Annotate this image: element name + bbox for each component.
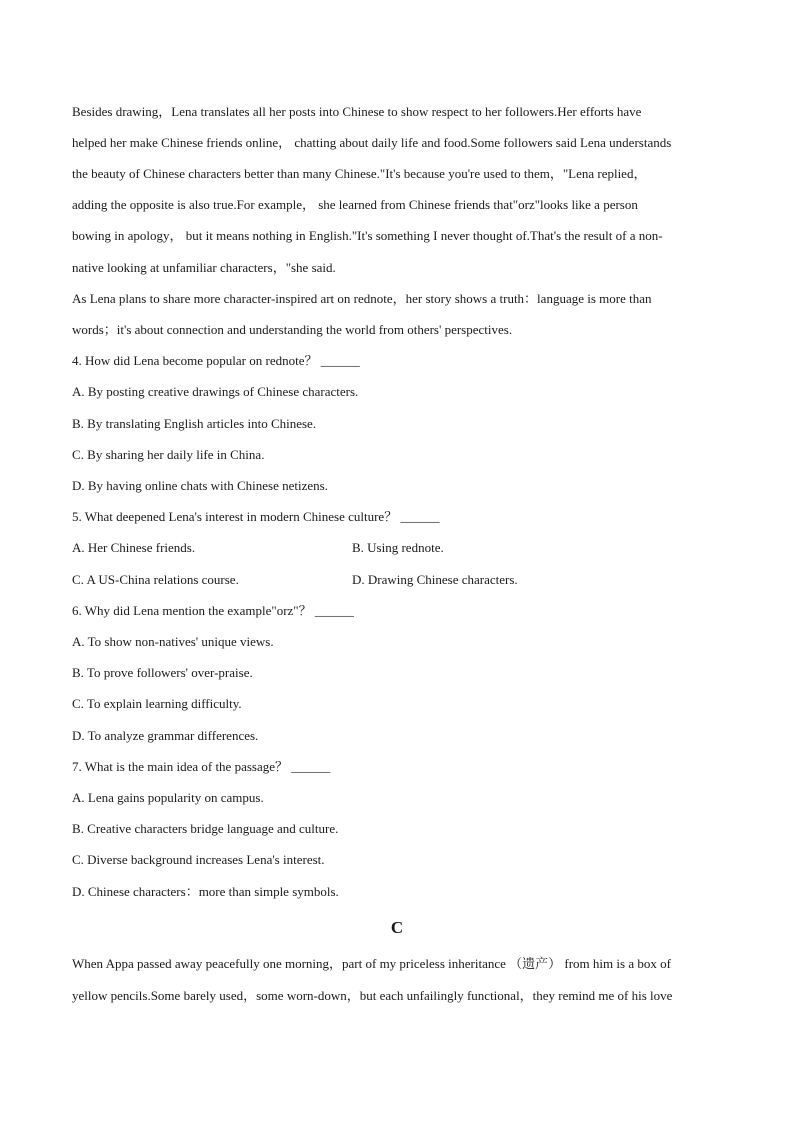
text-line: yellow pencils.Some barely used，some worn-down，but each unfailingly functional，they remind me of his love: [72, 988, 673, 1003]
option-b: B. Creative characters bridge language and culture.: [72, 821, 339, 836]
option-d: D. Drawing Chinese characters.: [352, 572, 518, 587]
section-heading: C: [390, 918, 404, 937]
option-b: B. By translating English articles into Chinese.: [72, 416, 317, 431]
option-a: A. Lena gains popularity on campus.: [72, 790, 264, 805]
option-c: C. By sharing her daily life in China.: [72, 447, 265, 462]
option-c: C. Diverse background increases Lena's interest.: [72, 852, 325, 867]
option-b: B. To prove followers' over-praise.: [72, 665, 253, 680]
text-line: When Appa passed away peacefully one morning，part of my priceless inheritance （遗产） from him is a box of: [72, 956, 671, 971]
option-b: B. Using rednote.: [352, 540, 444, 555]
option-d: D. By having online chats with Chinese netizens.: [72, 478, 328, 493]
text-line: the beauty of Chinese characters better than many Chinese."It's because you're used to them，"Lena replied，: [72, 166, 647, 181]
question-stem: 5. What deepened Lena's interest in modern Chinese culture？ ______: [72, 509, 440, 524]
option-c: C. A US-China relations course.: [72, 572, 239, 587]
text-line: adding the opposite is also true.For example， she learned from Chinese friends that"orz"looks like a person: [72, 197, 638, 212]
question-stem: 7. What is the main idea of the passage？ ______: [72, 759, 331, 774]
text-line: bowing in apology， but it means nothing in English."It's something I never thought of.That's the result of a non-: [72, 228, 663, 243]
text-line: native looking at unfamiliar characters，"she said.: [72, 260, 336, 275]
option-a: A. Her Chinese friends.: [72, 540, 196, 555]
text-line: helped her make Chinese friends online， chatting about daily life and food.Some followers said Lena understands: [72, 135, 672, 150]
option-d: D. To analyze grammar differences.: [72, 728, 259, 743]
option-c: C. To explain learning difficulty.: [72, 696, 242, 711]
text-line: words；it's about connection and understanding the world from others' perspectives.: [72, 322, 513, 337]
option-a: A. To show non-natives' unique views.: [72, 634, 274, 649]
question-stem: 6. Why did Lena mention the example"orz"？ ______: [72, 603, 354, 618]
text-line: As Lena plans to share more character-inspired art on rednote，her story shows a truth：language is more than: [72, 291, 652, 306]
text-line: Besides drawing，Lena translates all her posts into Chinese to show respect to her followers.Her efforts have: [72, 104, 642, 119]
question-stem: 4. How did Lena become popular on rednote？ ______: [72, 353, 360, 368]
option-a: A. By posting creative drawings of Chinese characters.: [72, 384, 359, 399]
option-d: D. Chinese characters：more than simple symbols.: [72, 884, 339, 899]
